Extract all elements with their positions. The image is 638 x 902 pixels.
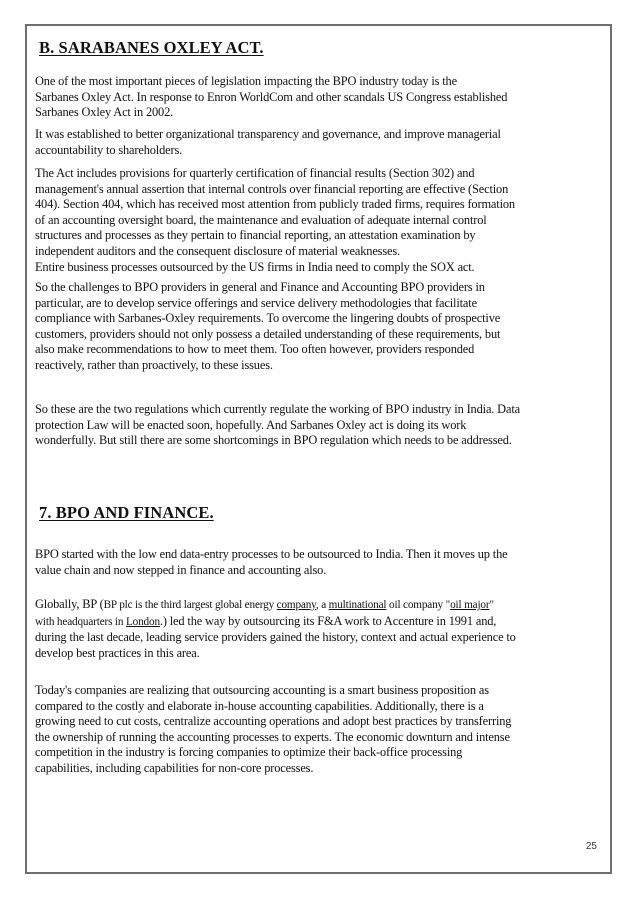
section-heading-bpo-finance: 7. BPO AND FINANCE. xyxy=(39,503,214,522)
text-line: Sarbanes Oxley Act in 2002. xyxy=(35,105,174,120)
text-line: reactively, rather than proactively, to these issues. xyxy=(35,357,273,372)
text-line: growing need to cut costs, centralize accounting operations and adopt best practices by transferring xyxy=(35,714,512,729)
text-line: BPO started with the low end data-entry processes to be outsourced to India. Then it moves up the xyxy=(35,547,508,561)
text-line: So the challenges to BPO providers in general and Finance and Accounting BPO providers in xyxy=(35,280,485,294)
text-line: 404). Section 404, which has received most attention from publicly traded firms, requires formation xyxy=(35,197,515,212)
paragraph-bpo-challenges xyxy=(35,280,611,374)
text-fragment: BP plc is the third largest global energy xyxy=(103,599,277,611)
page-number: 25 xyxy=(585,841,597,852)
text-line: of an accounting oversight board, the maintenance and evaluation of adequate internal control xyxy=(35,212,487,227)
paragraph-sox-intro xyxy=(35,74,611,121)
text-line xyxy=(35,614,611,631)
text-line: The Act includes provisions for quarterly certification of financial results (Section 302) and xyxy=(35,166,475,180)
text-line: protection Law will be enacted soon, hopefully. And Sarbanes Oxley act is doing its work xyxy=(35,417,467,432)
text-fragment: .) led the way by outsourcing its F&A work to Accenture in 1991 and, xyxy=(159,613,497,628)
text-line: competition in the industry is forcing companies to optimize their back-office processing xyxy=(35,745,463,760)
paragraph-regulations-summary xyxy=(35,402,611,449)
link-oil-major[interactable]: oil major xyxy=(450,599,490,611)
paragraph-outsourcing-accounting xyxy=(35,683,611,777)
text-line: during the last decade, leading service providers gained the history, context and actual experience to xyxy=(35,630,516,645)
text-fragment: " xyxy=(489,599,494,611)
text-line: accountability to shareholders. xyxy=(35,142,183,157)
text-line: also make recommendations to how to meet them. Too often however, providers responded xyxy=(35,342,475,357)
text-line: Today's companies are realizing that outsourcing accounting is a smart business proposition as xyxy=(35,683,489,697)
text-line: particular, are to develop service offerings and service delivery methodologies that facilitate xyxy=(35,295,477,310)
text-line xyxy=(35,597,611,614)
text-line: capabilities, including capabilities for non-core processes. xyxy=(35,760,314,775)
link-london[interactable]: London xyxy=(125,615,160,628)
paragraph-bp-example xyxy=(35,597,611,661)
text-line: management's annual assertion that internal controls over financial reporting are effective (Section xyxy=(35,181,509,196)
text-line: Entire business processes outsourced by the US firms in India need to comply the SOX act. xyxy=(35,259,475,274)
text-fragment: Globally, BP ( xyxy=(35,597,104,611)
section-heading-sarbanes-oxley: B. SARABANES OXLEY ACT. xyxy=(39,38,264,57)
link-company[interactable]: company xyxy=(276,599,316,611)
text-line: customers, providers should not only possess a detailed understanding of these requirements, but xyxy=(35,326,501,341)
text-line: independent auditors and the consequent disclosure of material weaknesses. xyxy=(35,243,400,258)
text-line: value chain and now stepped in finance and accounting also. xyxy=(35,562,327,577)
text-line: structures and processes as they pertain to financial reporting, an attestation examination by xyxy=(35,228,476,243)
text-line: develop best practices in this area. xyxy=(35,645,200,660)
text-line: wonderfully. But still there are some shortcomings in BPO regulation which needs to be addressed. xyxy=(35,433,512,448)
text-line: It was established to better organizational transparency and governance, and improve managerial xyxy=(35,127,501,141)
link-multinational[interactable]: multinational xyxy=(328,599,387,611)
text-line: compliance with Sarbanes-Oxley requirements. To overcome the lingering doubts of prospective xyxy=(35,311,501,326)
text-line: So these are the two regulations which currently regulate the working of BPO industry in India. Data xyxy=(35,402,520,416)
text-line: the ownership of running the accounting processes to experts. The economic downturn and intense xyxy=(35,729,510,744)
paragraph-sox-purpose xyxy=(35,127,611,158)
text-line: compared to the costly and elaborate in-house accounting capabilities. Additionally, there is a xyxy=(35,698,484,713)
text-fragment: with headquarters in xyxy=(35,615,126,628)
paragraph-sox-provisions xyxy=(35,166,611,275)
text-fragment: oil company " xyxy=(386,599,451,611)
paragraph-bpo-finance-intro xyxy=(35,547,611,578)
text-fragment: , a xyxy=(315,599,329,611)
text-line: One of the most important pieces of legislation impacting the BPO industry today is the xyxy=(35,74,457,88)
text-line: Sarbanes Oxley Act. In response to Enron WorldCom and other scandals US Congress established xyxy=(35,89,508,104)
